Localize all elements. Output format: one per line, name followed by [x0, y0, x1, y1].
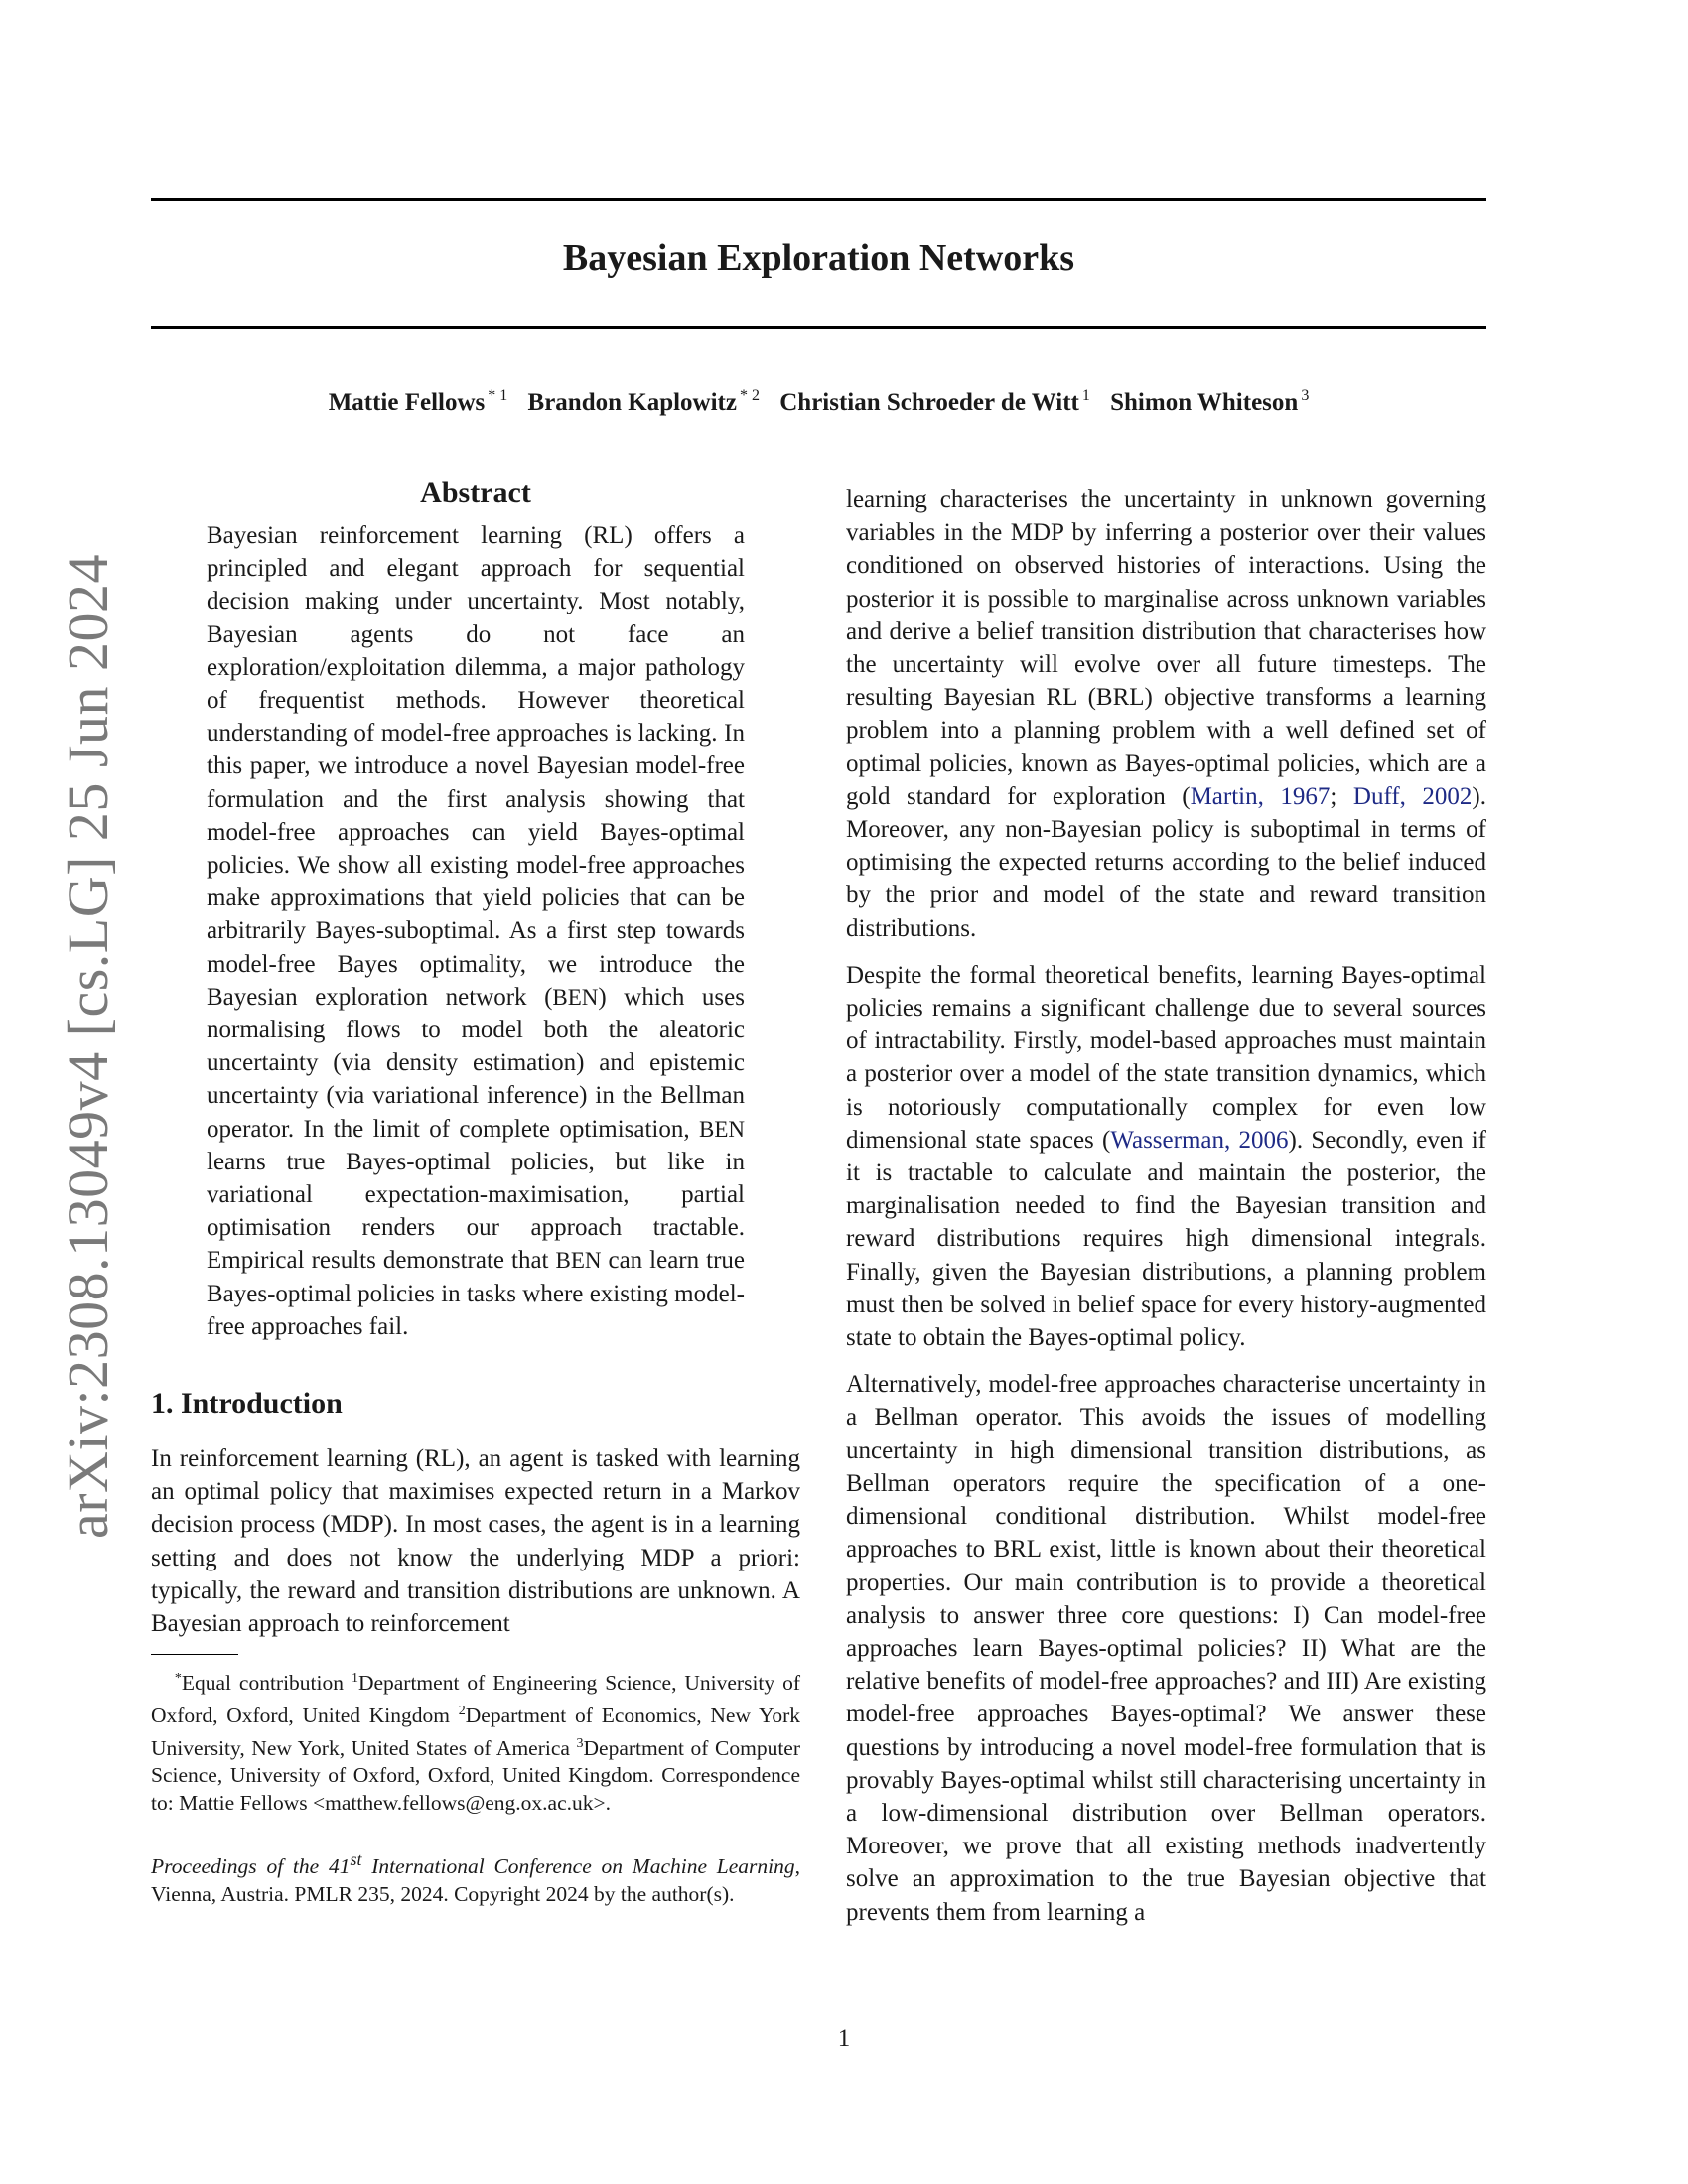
body-paragraph: Alternatively, model-free approaches characterise uncertainty in a Bellman operator. This avoids the issues of modelling uncertainty in high dimensional transition distributions, as Bellman operators require the specification of a one-dimensional conditional distribution. Whilst model-free approaches to BRL exist, little is known about their theoretical properties. Our main contribution is to provide a theoretical analysis to answer three core questions: I) Can model-free approaches learn Bayes-optimal policies? II) What are the relative benefits of model-free approaches? and III) Are existing model-free approaches Bayes-optimal? We answer these questions by introducing a novel model-free formulation that is provably Bayes-optimal whilst still characterising uncertainty in a low-dimensional distribution over Bellman operators. Moreover, we prove that all existing methods inadvertently solve an approximation to the true Bayesian objective that prevents them from learning a [846, 1371, 1486, 1926]
author [528, 389, 774, 416]
author-name: Christian Schroeder de Witt [779, 389, 1079, 416]
author-affiliation-mark: 3 [1301, 387, 1310, 404]
author-list [151, 387, 1486, 417]
abstract-text: Bayesian reinforcement learning (RL) offers a principled and elegant approach for sequential decision making under uncertainty. Most notably, Bayesian agents do not face an exploration/exploitation dilemma, a major pathology of frequentist methods. However theoretical understanding of model-free approaches is lacking. In this paper, we introduce a novel Bayesian model-free formulation and the first analysis showing that model-free approaches can yield Bayes-optimal policies. We show all existing model-free approaches make approximations that yield policies that can be arbitrarily Bayes-suboptimal. As a first step towards model-free Bayes optimality, we introduce the Bayesian exploration network (BEN) which uses normalising flows to model both the aleatoric uncertainty (via density estimation) and epistemic uncertainty (via variational inference) in the Bellman operator. In the limit of complete optimisation, BEN learns true Bayes-optimal policies, but like in variational expectation-maximisation, partial optimisation renders our approach tractable. Empirical results demonstrate that BEN can learn true Bayes-optimal policies in tasks where existing model-free approaches fail. [207, 522, 745, 1340]
author [1110, 389, 1309, 416]
author-affiliation-mark: * 2 [739, 387, 760, 404]
abstract-heading: Abstract [420, 477, 531, 509]
body-paragraph: learning characterises the uncertainty in unknown governing variables in the MDP by inferring a posterior over their values conditioned on observed histories of interactions. Using the posterior it is possible to marginalise across unknown variables and derive a belief transition distribution that characterises how the uncertainty will evolve over all future timesteps. The resulting Bayesian RL (BRL) objective transforms a learning problem into a planning problem with a well defined set of optimal policies, known as Bayes-optimal policies, which are a gold standard for exploration (Martin, 1967; Duff, 2002). Moreover, any non-Bayesian policy is suboptimal in terms of optimising the expected returns according to the belief induced by the prior and model of the state and reward transition distributions. [846, 486, 1486, 942]
author-name: Shimon Whiteson [1110, 389, 1299, 416]
affiliation-footnote: *Equal contribution $^1$Department of Engineering Science, University of Oxford, Oxford, United Kingdom $^2$Department of Economics, New York University, New York, United States of America $^3$Department of Computer Science, University of Oxford, Oxford, United Kingdom. Correspondence to: Mattie Fellows <matthew.fellows@eng.ox.ac.uk>. [151, 1671, 801, 1815]
ben-acronym: BEN [552, 984, 599, 1010]
section-heading-introduction: 1. Introduction [151, 1387, 343, 1421]
body-paragraph: Despite the formal theoretical benefits, learning Bayes-optimal policies remains a significant challenge due to several sources of intractability. Firstly, model-based approaches must maintain a posterior over a model of the state transition dynamics, which is notoriously computationally complex for even low dimensional state spaces (Wasserman, 2006). Secondly, even if it is tractable to calculate and maintain the posterior, the marginalisation needed to find the Bayesian transition and reward distributions requires high dimensional integrals. Finally, given the Bayesian distributions, a planning problem must then be solved in belief space for every history-augmented state to obtain the Bayes-optimal policy. [846, 961, 1486, 1352]
paper-title: Bayesian Exploration Networks [562, 237, 1075, 279]
citation-link[interactable]: Martin, 1967 [1190, 782, 1331, 810]
author-affiliation-mark: * 1 [488, 387, 508, 404]
citation-link[interactable]: Wasserman, 2006 [1110, 1126, 1289, 1154]
intro-paragraph: In reinforcement learning (RL), an agent is tasked with learning an optimal policy that maximises expected return in a Markov decision process (MDP). In most cases, the agent is in a learning setting and does not know the underlying MDP a priori: typically, the reward and transition distributions are unknown. A Bayesian approach to reinforcement [151, 1445, 800, 1638]
ben-acronym: BEN [699, 1116, 745, 1142]
author-affiliation-mark: 1 [1081, 387, 1090, 404]
ben-acronym: BEN [555, 1248, 602, 1274]
right-column [846, 483, 1486, 1943]
author [329, 389, 522, 416]
proceedings-notice: Proceedings of the 41st International Conference on Machine Learning, Vienna, Austria. PMLR 235, 2024. Copyright 2024 by the author(s). [151, 1849, 800, 1906]
title-rule-bottom [151, 326, 1486, 329]
footnote-divider [151, 1654, 238, 1655]
left-column [151, 477, 800, 1908]
arxiv-identifier-stamp[interactable]: arXiv:2308.13049v4 [cs.LG] 25 Jun 2024 [56, 553, 120, 1539]
author [779, 389, 1104, 416]
citation-link[interactable]: Duff, 2002 [1352, 782, 1473, 810]
author-name: Mattie Fellows [328, 389, 486, 416]
author-name: Brandon Kaplowitz [527, 389, 737, 416]
title-rule-top [151, 198, 1486, 201]
page-number: 1 [837, 2025, 851, 2052]
